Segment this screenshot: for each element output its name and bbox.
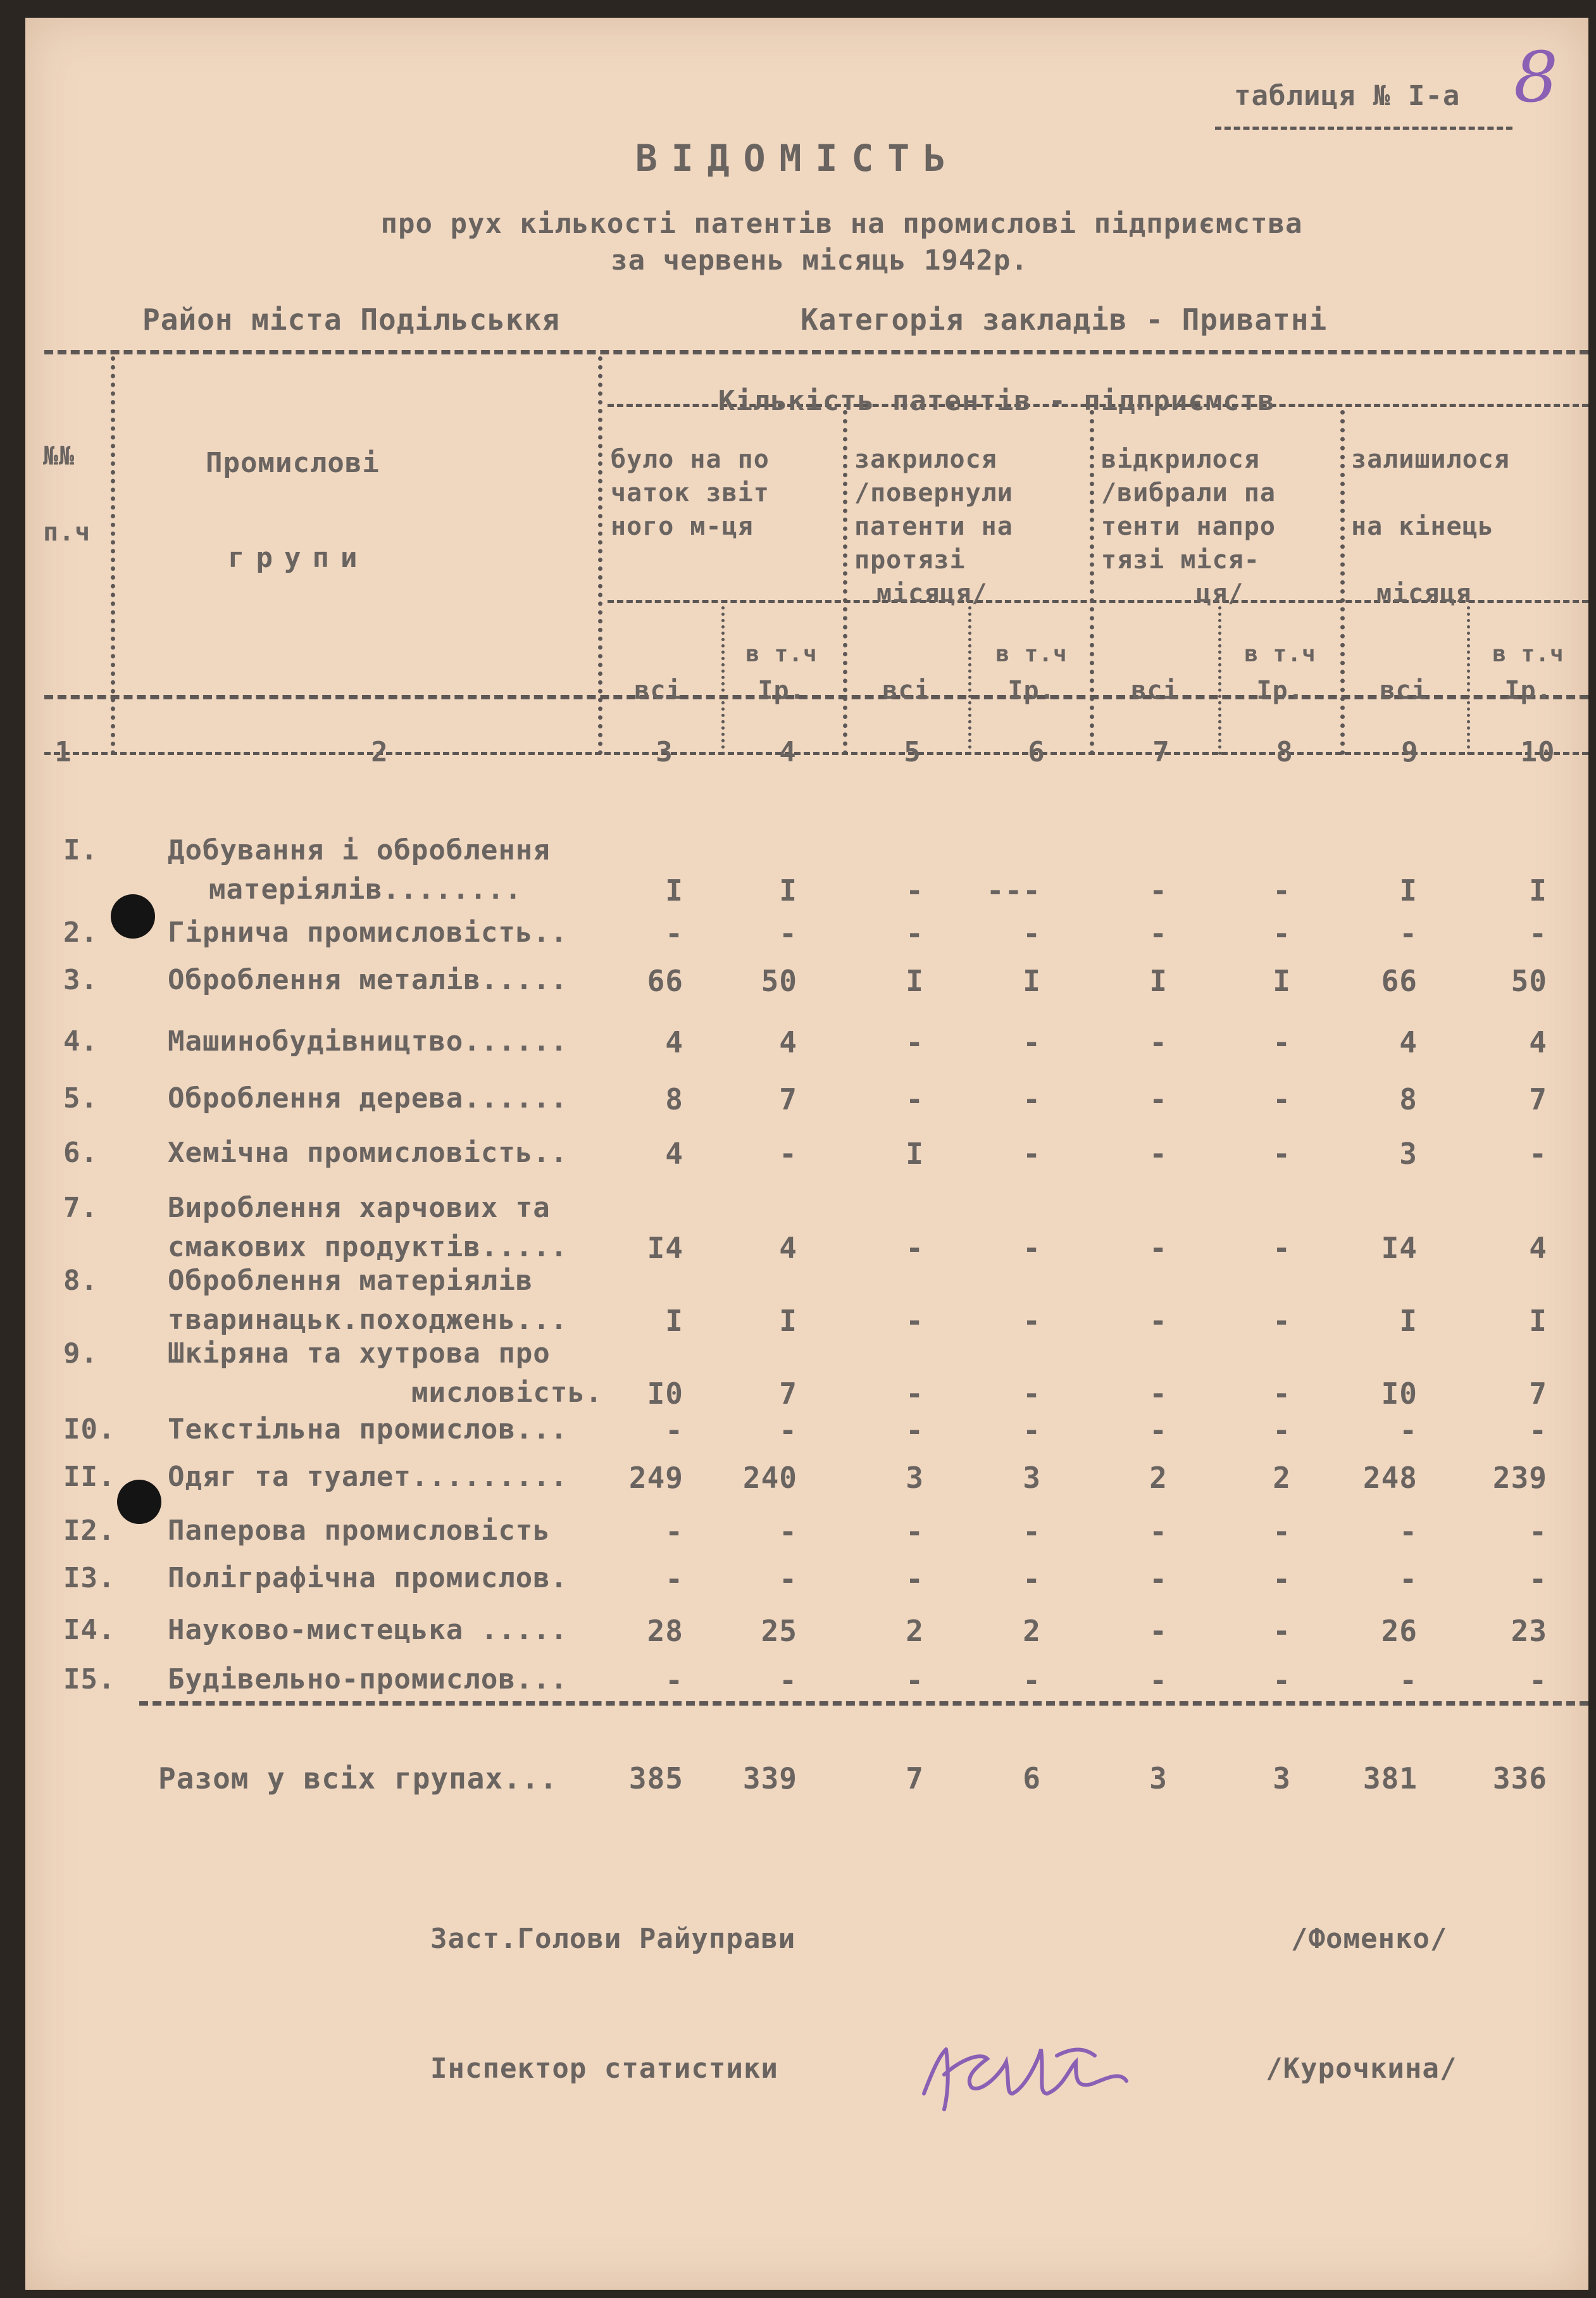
sub-ir-4: Ір. xyxy=(757,676,806,705)
row-value-col-6: - xyxy=(1023,1304,1041,1338)
row-value-col-6: - xyxy=(1023,1231,1041,1265)
inspector-title: Інспектор статистики xyxy=(430,2052,778,2085)
row-value-col-5: I xyxy=(906,1137,924,1171)
table-top-rule xyxy=(44,350,1588,354)
row-number: I4. xyxy=(63,1614,116,1646)
row-value-col-4: 7 xyxy=(779,1377,797,1411)
row-number: 5. xyxy=(63,1082,98,1115)
row-value-col-4: 7 xyxy=(779,1082,797,1116)
header-bottom-rule xyxy=(44,695,1588,699)
row-value-col-3: 4 xyxy=(665,1025,683,1059)
total-rule xyxy=(139,1701,1588,1706)
punch-hole-bottom xyxy=(117,1480,161,1524)
row-value-col-6: - xyxy=(1023,1663,1041,1697)
row-number: 3. xyxy=(63,964,98,996)
row-value-col-10: 23 xyxy=(1511,1614,1547,1648)
table-reference: таблиця № I-а xyxy=(1234,80,1461,112)
row-value-col-4: 4 xyxy=(779,1025,797,1059)
district-label: Район міста Подільськкя xyxy=(142,303,560,337)
row-value-col-8: - xyxy=(1273,1304,1291,1338)
row-value-col-5: 3 xyxy=(906,1461,924,1495)
category-label: Категорія закладів - Приватні xyxy=(801,303,1328,337)
sub-incl-8: в т.ч xyxy=(1244,641,1316,667)
row-group-name: Добування і оброблення xyxy=(168,834,551,866)
sub-all-3: всі xyxy=(634,676,682,705)
row-value-col-9: 66 xyxy=(1381,964,1418,998)
subtitle-line-1: про рух кількості патентів на промислові підприємства xyxy=(380,208,1303,240)
row-value-col-6: I xyxy=(1023,964,1041,998)
row-value-col-7: - xyxy=(1149,1025,1168,1059)
row-value-col-4: 4 xyxy=(779,1231,797,1265)
row-value-col-10: - xyxy=(1529,1562,1547,1596)
row-number: I3. xyxy=(63,1562,116,1594)
row-value-col-3: - xyxy=(665,1562,683,1596)
deputy-name: /Фоменко/ xyxy=(1291,1923,1448,1955)
row-value-col-10: - xyxy=(1529,1514,1547,1549)
row-value-col-5: - xyxy=(906,1377,924,1411)
row-value-col-3: I4 xyxy=(647,1231,683,1265)
row-group-name: Гірнича промисловість.. xyxy=(168,916,568,949)
row-value-col-10: I xyxy=(1529,1304,1547,1338)
row-group-name: Оброблення матеріялів xyxy=(168,1265,533,1297)
row-value-col-10: 4 xyxy=(1529,1025,1547,1059)
row-group-name: Поліграфічна промислов. xyxy=(168,1562,568,1594)
row-number: I5. xyxy=(63,1663,116,1695)
row-value-col-9: I xyxy=(1399,873,1418,908)
row-value-col-8: - xyxy=(1273,1137,1291,1171)
row-value-col-9: 4 xyxy=(1399,1025,1418,1059)
sub-incl-6: в т.ч xyxy=(995,641,1068,667)
row-value-col-3: 66 xyxy=(647,964,683,998)
row-group-name: Шкіряна та хутрова про xyxy=(168,1337,551,1370)
row-value-col-8: - xyxy=(1273,1413,1291,1447)
row-value-col-3: 8 xyxy=(665,1082,683,1116)
row-value-col-6: - xyxy=(1023,916,1041,951)
row-value-col-8: 2 xyxy=(1273,1461,1291,1495)
column-divider-3 xyxy=(843,410,847,755)
row-value-col-3: I xyxy=(665,873,683,908)
column-divider-1 xyxy=(111,356,115,755)
row-value-col-4: - xyxy=(779,1663,797,1697)
row-value-col-3: - xyxy=(665,1663,683,1697)
page-number: 8 xyxy=(1514,37,1558,118)
row-value-col-9: I0 xyxy=(1381,1377,1418,1411)
row-value-col-3: I xyxy=(665,1304,683,1338)
row-value-col-6: - xyxy=(1023,1413,1041,1447)
row-number: 7. xyxy=(63,1192,98,1224)
row-value-col-6: --- xyxy=(986,873,1041,908)
row-value-col-6: 2 xyxy=(1023,1614,1041,1648)
row-value-col-3: - xyxy=(665,1413,683,1447)
row-value-col-3: - xyxy=(665,1514,683,1549)
row-value-col-8: I xyxy=(1273,964,1291,998)
row-value-col-4: - xyxy=(779,1514,797,1549)
row-value-col-8: - xyxy=(1273,1663,1291,1697)
row-value-col-6: 3 xyxy=(1023,1461,1041,1495)
row-value-col-8: - xyxy=(1273,1614,1291,1648)
row-value-col-9: 26 xyxy=(1381,1614,1418,1648)
row-value-col-9: - xyxy=(1399,1663,1418,1697)
row-value-col-5: - xyxy=(906,1082,924,1116)
groups-header-1: Промислові xyxy=(206,447,380,479)
row-value-col-9: 3 xyxy=(1399,1137,1418,1171)
subtitle-line-2: за червень місяць 1942р. xyxy=(611,244,1028,277)
row-value-col-4: 50 xyxy=(761,964,797,998)
row-value-col-3: I0 xyxy=(647,1377,683,1411)
row-value-col-10: 4 xyxy=(1529,1231,1547,1265)
row-value-col-8: - xyxy=(1273,1377,1291,1411)
row-number: I2. xyxy=(63,1514,116,1547)
row-group-name: Вироблення харчових та xyxy=(168,1192,551,1224)
sub-incl-10: в т.ч xyxy=(1492,641,1564,667)
row-number: 6. xyxy=(63,1137,98,1169)
row-value-col-7: - xyxy=(1149,1304,1168,1338)
row-value-col-10: - xyxy=(1529,1663,1547,1697)
row-value-col-4: - xyxy=(779,1137,797,1171)
rownum-header-2: п.ч xyxy=(43,518,91,547)
row-value-col-8: - xyxy=(1273,1231,1291,1265)
row-value-col-5: 2 xyxy=(906,1614,924,1648)
index-row-rule xyxy=(44,752,1588,755)
rownum-header-1: №№ xyxy=(43,442,75,471)
row-value-col-6: - xyxy=(1023,1025,1041,1059)
column-divider-sub-3 xyxy=(1218,606,1221,755)
row-value-col-9: I xyxy=(1399,1304,1418,1338)
row-value-col-7: - xyxy=(1149,1663,1168,1697)
sub-all-9: всі xyxy=(1380,676,1428,705)
row-value-col-5: - xyxy=(906,1025,924,1059)
row-number: I0. xyxy=(63,1413,116,1446)
row-value-col-7: - xyxy=(1149,1137,1168,1171)
row-value-col-10: - xyxy=(1529,1413,1547,1447)
row-value-col-9: 248 xyxy=(1362,1461,1418,1495)
inspector-name: /Курочкина/ xyxy=(1266,2052,1457,2085)
row-value-col-8: - xyxy=(1273,1562,1291,1596)
column-divider-4 xyxy=(1090,410,1094,755)
total-label: Разом у всіх групах... xyxy=(158,1761,558,1795)
row-value-col-10: 7 xyxy=(1529,1377,1547,1411)
row-value-col-7: I xyxy=(1149,964,1168,998)
row-value-col-5: - xyxy=(906,1663,924,1697)
row-value-col-4: I xyxy=(779,873,797,908)
row-value-col-9: 8 xyxy=(1399,1082,1418,1116)
row-value-col-10: - xyxy=(1529,1137,1547,1171)
row-value-col-5: I xyxy=(906,964,924,998)
row-group-name: Оброблення дерева...... xyxy=(168,1082,568,1115)
row-group-name: мисловість. xyxy=(411,1377,603,1409)
row-value-col-3: 4 xyxy=(665,1137,683,1171)
row-value-col-10: 50 xyxy=(1511,964,1547,998)
row-value-col-7: - xyxy=(1149,1562,1168,1596)
document-page: таблиця № I-а 8 ВІДОМІСТЬ про рух кількості патентів на промислові підприємства за червень місяць 1942р. Район міста Подільськкя Категорія закладів - Приватні №№ п.ч Промислові групи Кількість патентів - підприємств було на по чаток звіт ного м-ця закрилося /повернули патенти на протязі місяця/ відкрилося /вибрали па тенти напро тязі міся- ця/ залишилося на кінець місяця всі в т.ч Ір. всі в т.ч Ір. всі в т.ч Ір. всі в т.ч Ір. 1 2 3 4 5 6 7 8 9 10 I. Добування і оброблення матеріялів........ I I - --- - - I I 2. Гірнича промисловість.. - - - - - - - - 3. Оброблення металів..... 66 50 I I I I 66 50 4. Машинобудівництво...... 4 4 - - - - 4 4 5. Оброблення дерева...... 8 7 - - - - 8 7 6. Хемічна промисловість.. 4 - I - - - 3 - 7. Вироблення харчових та смакових продуктів..... I4 4 - - - - I4 4 8. Оброблення матеріялів тваринацьк.походжень... I I - - - - I I 9. Шкіряна та хутрова про мисловість. I0 7 - - - - I0 7 I0. Текстільна промислов... - - - - - - - - II. Одяг та туалет......... 249 240 3 3 2 2 248 239 I2. Паперова промисловість - - - - - - - - I3. Поліграфічна промислов. - - - - - - - - I4. Науково-мистецька ..... 28 25 2 2 - - 26 23 I5. Будівельно-промислов... - - - - - - - - Разом у всіх групах... 385 339 7 6 3 3 381 336 Заст.Голови Райуправи /Фоменко/ Інспектор статистики /Курочкина/ xyxy=(25,18,1588,2290)
row-value-col-7: 2 xyxy=(1149,1461,1168,1495)
column-divider-sub-1 xyxy=(721,606,725,755)
row-value-col-4: - xyxy=(779,916,797,951)
sub-ir-6: Ір. xyxy=(1007,676,1056,705)
row-value-col-10: - xyxy=(1529,916,1547,951)
column-divider-sub-2 xyxy=(968,606,971,755)
row-value-col-10: 239 xyxy=(1492,1461,1547,1495)
row-group-name: смакових продуктів..... xyxy=(168,1231,568,1263)
column-divider-5 xyxy=(1340,410,1345,755)
row-value-col-6: - xyxy=(1023,1514,1041,1549)
row-value-col-9: I4 xyxy=(1381,1231,1418,1265)
row-value-col-7: - xyxy=(1149,873,1168,908)
row-value-col-6: - xyxy=(1023,1082,1041,1116)
row-value-col-8: - xyxy=(1273,1025,1291,1059)
span-header: Кількість патентів - підприємств xyxy=(718,385,1275,417)
row-value-col-6: - xyxy=(1023,1562,1041,1596)
row-group-name: Паперова промисловість xyxy=(168,1514,551,1547)
row-group-name: матеріялів........ xyxy=(209,873,522,906)
punch-hole-top xyxy=(111,894,155,939)
column-divider-sub-4 xyxy=(1467,606,1470,755)
row-value-col-7: - xyxy=(1149,1231,1168,1265)
sub-all-5: всі xyxy=(882,676,930,705)
row-value-col-3: - xyxy=(665,916,683,951)
row-value-col-6: - xyxy=(1023,1137,1041,1171)
row-value-col-7: - xyxy=(1149,1614,1168,1648)
row-number: II. xyxy=(63,1461,116,1493)
row-number: 8. xyxy=(63,1265,98,1297)
document-title: ВІДОМІСТЬ xyxy=(635,137,960,180)
sub-all-7: всі xyxy=(1131,676,1179,705)
row-group-name: Хемічна промисловість.. xyxy=(168,1137,568,1169)
row-value-col-7: - xyxy=(1149,1377,1168,1411)
row-number: 2. xyxy=(63,916,98,949)
row-group-name: Будівельно-промислов... xyxy=(168,1663,568,1695)
row-value-col-6: - xyxy=(1023,1377,1041,1411)
row-value-col-7: - xyxy=(1149,1514,1168,1549)
row-value-col-9: - xyxy=(1399,1413,1418,1447)
row-value-col-7: - xyxy=(1149,916,1168,951)
row-value-col-3: 28 xyxy=(647,1614,683,1648)
row-value-col-4: 240 xyxy=(742,1461,797,1495)
deputy-title: Заст.Голови Райуправи xyxy=(430,1923,796,1955)
row-group-name: Машинобудівництво...... xyxy=(168,1025,568,1058)
row-value-col-5: - xyxy=(906,1304,924,1338)
row-number: 9. xyxy=(63,1337,98,1370)
row-value-col-5: - xyxy=(906,1514,924,1549)
sub-ir-8: Ір. xyxy=(1256,676,1304,705)
row-value-col-9: - xyxy=(1399,1562,1418,1596)
row-value-col-5: - xyxy=(906,916,924,951)
row-number: I. xyxy=(63,834,98,866)
row-value-col-5: - xyxy=(906,1562,924,1596)
row-value-col-8: - xyxy=(1273,873,1291,908)
inspector-signature xyxy=(911,1999,1177,2125)
column-divider-2 xyxy=(598,356,602,755)
row-value-col-7: - xyxy=(1149,1082,1168,1116)
row-value-col-4: I xyxy=(779,1304,797,1338)
row-group-name: Текстільна промислов... xyxy=(168,1413,568,1446)
row-group-name: Оброблення металів..... xyxy=(168,964,568,996)
row-value-col-10: 7 xyxy=(1529,1082,1547,1116)
table-reference-underline xyxy=(1215,127,1512,130)
row-value-col-4: - xyxy=(779,1413,797,1447)
row-value-col-5: - xyxy=(906,1231,924,1265)
row-value-col-8: - xyxy=(1273,916,1291,951)
row-value-col-10: I xyxy=(1529,873,1547,908)
row-group-name: тваринацьк.походжень... xyxy=(168,1304,568,1336)
row-group-name: Науково-мистецька ..... xyxy=(168,1614,568,1646)
sub-incl-4: в т.ч xyxy=(745,641,818,667)
row-value-col-4: - xyxy=(779,1562,797,1596)
row-value-col-9: - xyxy=(1399,916,1418,951)
groups-header-2: групи xyxy=(228,542,369,574)
row-value-col-7: - xyxy=(1149,1413,1168,1447)
row-value-col-5: - xyxy=(906,873,924,908)
row-value-col-8: - xyxy=(1273,1082,1291,1116)
row-group-name: Одяг та туалет......... xyxy=(168,1461,568,1493)
row-value-col-5: - xyxy=(906,1413,924,1447)
row-value-col-3: 249 xyxy=(628,1461,683,1495)
row-number: 4. xyxy=(63,1025,98,1058)
row-value-col-9: - xyxy=(1399,1514,1418,1549)
row-value-col-4: 25 xyxy=(761,1614,797,1648)
sub-ir-10: Ір. xyxy=(1504,676,1552,705)
row-value-col-8: - xyxy=(1273,1514,1291,1549)
